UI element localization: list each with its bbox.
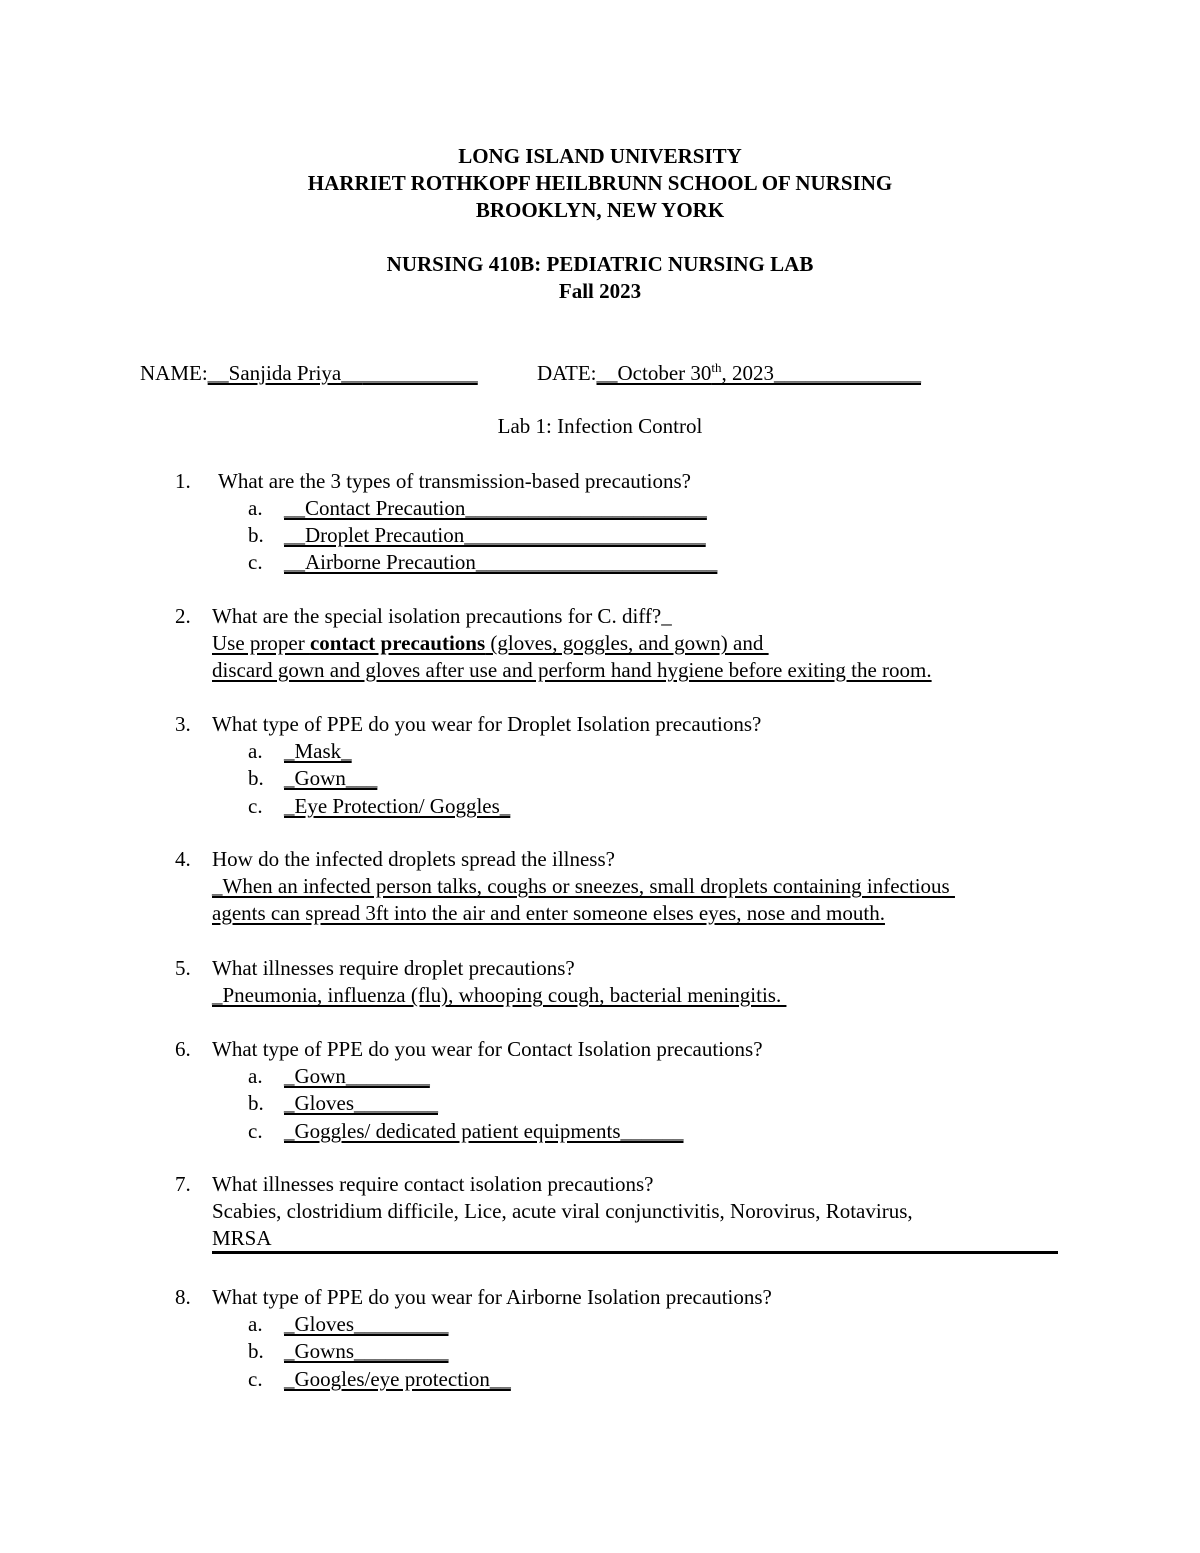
question-3-number: 3. [175,712,191,736]
date-field [537,360,921,387]
university-name: LONG ISLAND UNIVERSITY [458,144,742,168]
question-4-answer-line-2: agents can spread 3ft into the air and enter someone elses eyes, nose and mouth. [212,901,885,925]
question-5-number: 5. [175,956,191,980]
name-field [140,360,478,387]
question-7-answer-line-1: Scabies, clostridium difficile, Lice, acute viral conjunctivitis, Norovirus, Rotavirus, [212,1199,913,1223]
question-8-answer-c: _Googles/eye protection__ [284,1367,511,1391]
question-4-number: 4. [175,847,191,871]
horizontal-rule [212,1251,1058,1254]
question-3-answer-a: _Mask_ [284,739,352,763]
answer-letter: b. [248,1339,264,1363]
course-header [0,251,1200,305]
question-2-answer-line-1: Use proper contact precautions (gloves, goggles, and gown) and [212,631,769,655]
question-3-answer-c: _Eye Protection/ Goggles_ [284,794,511,818]
school-location: BROOKLYN, NEW YORK [475,198,725,222]
question-3-text: What type of PPE do you wear for Droplet Isolation precautions? [212,712,762,736]
question-8-number: 8. [175,1285,191,1309]
question-6-answer-b: _Gloves________ [284,1091,438,1115]
question-2-text: What are the special isolation precautions for C. diff?_ [212,604,672,628]
date-blank: ______________ [774,361,922,385]
answer-letter: a. [248,1312,263,1336]
answer-letter: c. [248,1119,263,1143]
name-label: NAME: [140,361,208,385]
question-6-number: 6. [175,1037,191,1061]
question-6-answer-a: _Gown________ [284,1064,430,1088]
question-5-text: What illnesses require droplet precautions? [212,956,575,980]
question-7-answer-line-2: MRSA [212,1226,272,1250]
answer-letter: a. [248,739,263,763]
question-5-answer: _Pneumonia, influenza (flu), whooping cough, bacterial meningitis. [212,983,787,1007]
course-title: NURSING 410B: PEDIATRIC NURSING LAB [386,252,814,276]
answer-letter: c. [248,794,263,818]
question-3-answer-b: _Gown___ [284,766,378,790]
answer-letter: b. [248,523,264,547]
question-6-text: What type of PPE do you wear for Contact Isolation precautions? [212,1037,763,1061]
course-term: Fall 2023 [558,279,642,303]
date-value: __October 30 [596,361,712,385]
emphasis-text: contact precautions [309,631,486,655]
answer-letter: c. [248,550,263,574]
question-2-answer-line-2: discard gown and gloves after use and perform hand hygiene before exiting the room. [212,658,932,682]
question-8-answer-a: _Gloves_________ [284,1312,449,1336]
answer-letter: c. [248,1367,263,1391]
question-8-text: What type of PPE do you wear for Airborne Isolation precautions? [212,1285,772,1309]
answer-letter: b. [248,1091,264,1115]
question-1-answer-b: __Droplet Precaution_______________________ [284,523,706,547]
answer-letter: a. [248,496,263,520]
question-1-text: What are the 3 types of transmission-based precautions? [218,469,691,493]
question-4-answer-line-1: _When an infected person talks, coughs or sneezes, small droplets containing infectious [212,874,955,898]
date-ordinal: th [711,360,722,375]
question-4-text: How do the infected droplets spread the illness? [212,847,615,871]
institution-header [0,143,1200,224]
question-6-answer-c: _Goggles/ dedicated patient equipments______ [284,1119,684,1143]
question-8-answer-b: _Gowns_________ [284,1339,449,1363]
school-name: HARRIET ROTHKOPF HEILBRUNN SCHOOL OF NURSING [307,171,893,195]
date-label: DATE: [537,361,597,385]
question-1-answer-c: __Airborne Precaution_______________________ [284,550,718,574]
name-value: __Sanjida Priya__ [207,361,363,385]
question-7-number: 7. [175,1172,191,1196]
question-1-number: 1. [175,469,191,493]
answer-letter: a. [248,1064,263,1088]
question-1-answer-a: __Contact Precaution_______________________ [284,496,707,520]
lab-title: Lab 1: Infection Control [497,414,703,438]
answer-letter: b. [248,766,264,790]
name-blank: ___________ [362,361,478,385]
question-7-text: What illnesses require contact isolation precautions? [212,1172,654,1196]
question-2-number: 2. [175,604,191,628]
date-year: , 2023 [721,361,775,385]
